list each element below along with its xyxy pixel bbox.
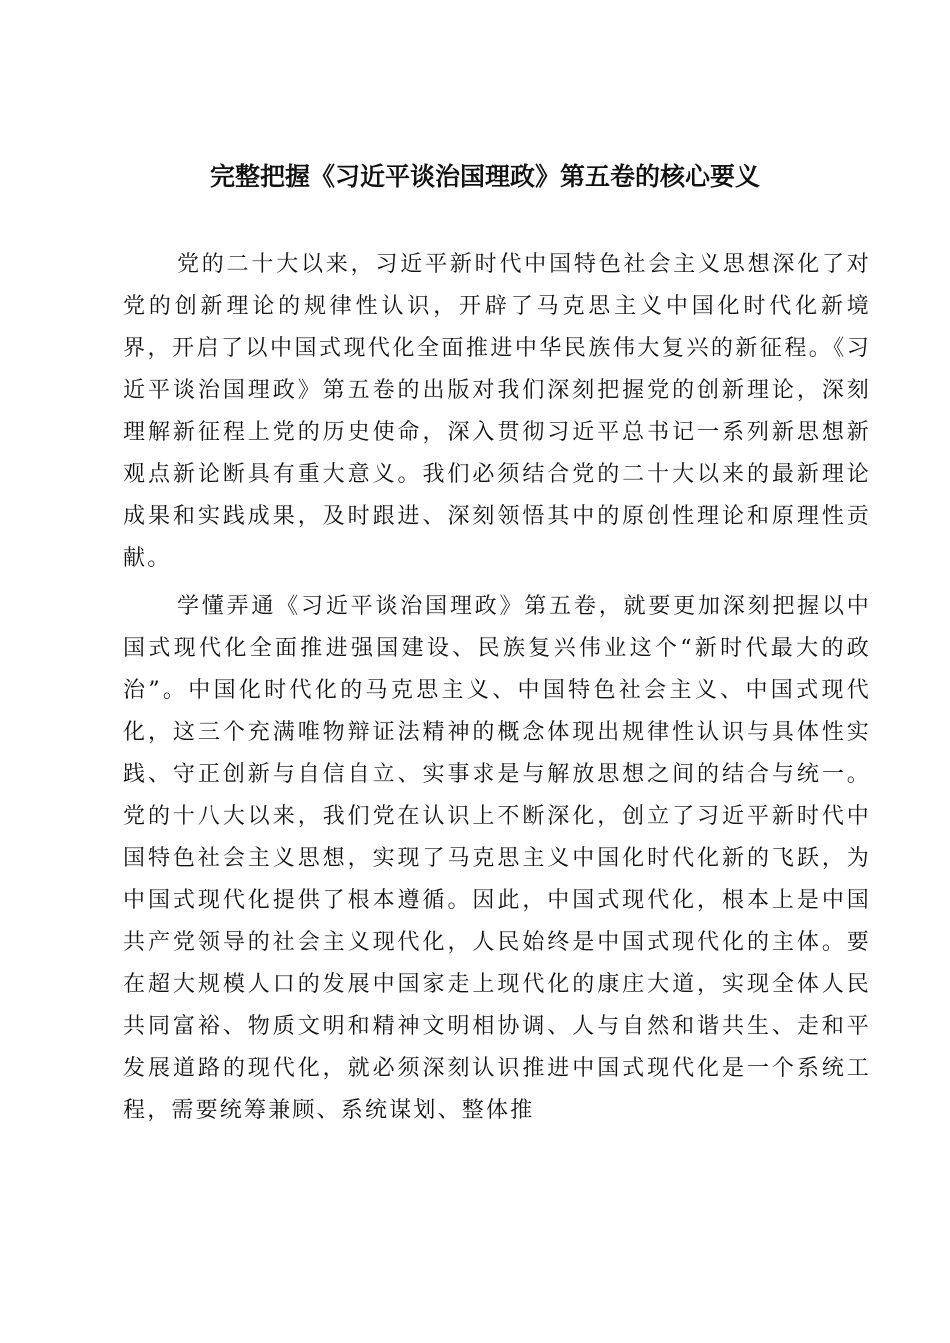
document-title: 完整把握《习近平谈治国理政》第五卷的核心要义 — [209, 162, 760, 191]
paragraph-2: 学懂弄通《习近平谈治国理政》第五卷，就要更加深刻把握以中国式现代化全面推进强国建设、民族复兴伟业这个“新时代最大的政治”。中国化时代化的马克思主义、中国特色社会主义、中国式现代化，这三个充满唯物辩证法精神的概念体现出规律性认识与具体性实践、守正创新与自信自立、实事求是与解放思想之间的结合与统一。党的十八大以来，我们党在认识上不断深化，创立了习近平新时代中国特色社会主义思想，实现了马克思主义中国化时代化新的飞跃，为中国式现代化提供了根本遵循。因此，中国式现代化，根本上是中国共产党领导的社会主义现代化，人民始终是中国式现代化的主体。要在超大规模人口的发展中国家走上现代化的康庄大道，实现全体人民共同富裕、物质文明和精神文明相协调、人与自然和谐共生、走和平发展道路的现代化，就必须深刻认识推进中国式现代化是一个系统工程，需要统筹兼顾、系统谋划、整体推 — [123, 594, 871, 1123]
paragraph-1: 党的二十大以来，习近平新时代中国特色社会主义思想深化了对党的创新理论的规律性认识，开辟了马克思主义中国化时代化新境界，开启了以中国式现代化全面推进中华民族伟大复兴的新征程。《习近平谈治国理政》第五卷的出版对我们深刻把握党的创新理论，深刻理解新征程上党的历史使命，深入贯彻习近平总书记一系列新思想新观点新论断具有重大意义。我们必须结合党的二十大以来的最新理论成果和实践成果，及时跟进、深刻领悟其中的原创性理论和原理性贡献。 — [123, 252, 871, 571]
document-body — [123, 244, 871, 1123]
